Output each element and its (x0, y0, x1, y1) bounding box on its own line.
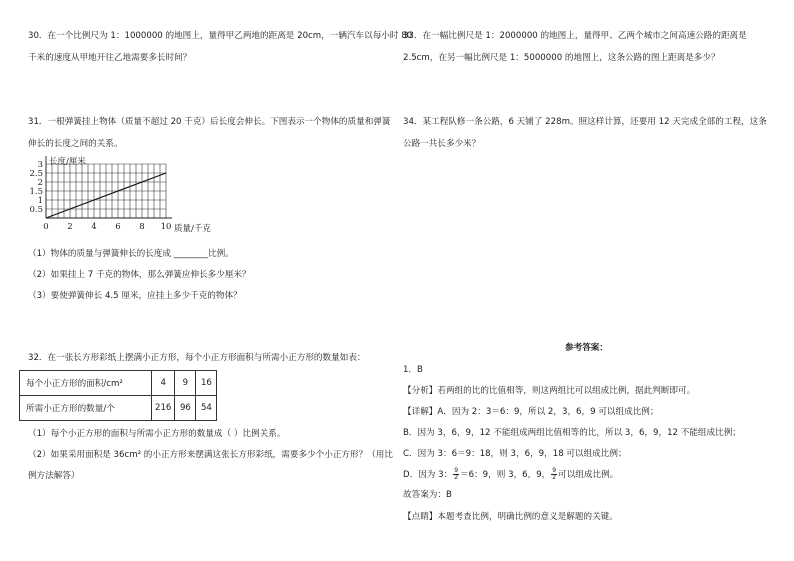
table-cell: 9 (175, 371, 196, 396)
detail-c: C．因为 3：6＝9：18，则 3，6，9，18 可以组成比例； (403, 449, 627, 459)
fraction-numerator: 9 (454, 466, 459, 474)
fraction (453, 468, 459, 481)
final-answer: 故答案为：B (403, 490, 452, 500)
table-cell: 54 (196, 396, 217, 421)
q34-line2: 公路一共长多少米？ (403, 139, 481, 149)
fraction-denominator: 2 (552, 473, 557, 481)
comment-text: 【点睛】本题考查比例，明确比例的意义是解题的关键。 (403, 512, 618, 522)
q31-sub1: （1）物体的质量与弹簧伸长的长度成 ________比例。 (28, 249, 234, 259)
answer-number: 1．B (403, 365, 423, 375)
q34-line1: 34．某工程队修一条公路，6 天铺了 228m。照这样计算，还要用 12 天完成全部的工程，这条 (403, 117, 767, 127)
q33-line2: 2.5cm，在另一幅比例尺是 1：5000000 的地图上，这条公路的图上距离是多少？ (403, 53, 720, 63)
table-cell: 所需小正方形的数量/个 (20, 396, 152, 421)
q32-sub2: （2）如果采用面积是 36cm² 的小正方形来摆满这张长方形彩纸，需要多少个小正方形？（用比 (28, 450, 393, 460)
x-axis-label: 质量/千克 (174, 224, 211, 234)
table-cell: 16 (196, 371, 217, 396)
y-tick-label: 3 (37, 160, 43, 170)
q31-sub3: （3）要使弹簧伸长 4.5 厘米，应挂上多少千克的物体？ (28, 291, 242, 301)
y-tick-label: 2.5 (29, 169, 43, 179)
table-row (20, 396, 217, 421)
table-row (20, 371, 217, 396)
table-cell: 4 (152, 371, 175, 396)
y-tick-label: 2 (37, 178, 43, 188)
x-tick-label: 4 (91, 222, 97, 232)
x-tick-label: 2 (67, 222, 73, 232)
detail-d (403, 464, 618, 484)
detail-d-post: 可以组成比例。 (558, 470, 619, 480)
analysis-text: 【分析】若两组的比的比值相等，则这两组比可以组成比例，据此判断即可。 (403, 386, 696, 396)
spring-chart (22, 152, 212, 240)
q31-line1: 31．一根弹簧挂上物体（质量不超过 20 千克）后长度会伸长。下图表示一个物体的质量和弹簧 (28, 117, 391, 127)
q32-sub2b: 例方法解答） (28, 471, 80, 481)
x-tick-label: 0 (43, 222, 49, 232)
detail-d-mid: ＝6：9，则 3，6，9， (460, 470, 551, 480)
q31-sub2: （2）如果挂上 7 千克的物体，那么弹簧应伸长多少厘米？ (28, 270, 251, 280)
table-cell: 96 (175, 396, 196, 421)
answer-title: 参考答案： (565, 343, 608, 353)
fraction-numerator: 9 (552, 466, 557, 474)
y-tick-label: 1.5 (29, 187, 43, 197)
x-tick-label: 8 (139, 222, 145, 232)
table-cell: 216 (152, 396, 175, 421)
area-count-table (19, 370, 217, 421)
table-cell: 每个小正方形的面积/cm² (20, 371, 152, 396)
q30-line1: 30．在一个比例尺为 1：1000000 的地图上，量得甲乙两地的距离是 20cm，一辆汽车以每小时 80 (28, 31, 413, 41)
detail-a: 【详解】A．因为 2：3＝6：9，所以 2，3，6，9 可以组成比例； (403, 407, 659, 417)
y-axis-label: 长度/厘米 (49, 157, 86, 167)
detail-b: B．因为 3，6，9，12 不能组成两组比值相等的比，所以 3，6，9，12 不能组成比例； (403, 428, 741, 438)
fraction-denominator: 2 (454, 473, 459, 481)
y-tick-label: 0.5 (29, 205, 43, 215)
q30-line2: 千米的速度从甲地开往乙地需要多长时间？ (28, 53, 192, 63)
fraction (551, 468, 557, 481)
q32-line1: 32．在一张长方形彩纸上摆满小正方形，每个小正方形面积与所需小正方形的数量如表： (28, 353, 366, 363)
x-tick-label: 6 (115, 222, 121, 232)
q31-line2: 伸长的长度之间的关系。 (28, 139, 123, 149)
x-tick-label: 10 (160, 222, 172, 232)
y-tick-label: 1 (37, 196, 43, 206)
q33-line1: 33．在一幅比例尺是 1：2000000 的地图上，量得甲、乙两个城市之间高速公路的距离是 (403, 31, 747, 41)
detail-d-pre: D．因为 3： (403, 470, 453, 480)
q32-sub1: （1）每个小正方形的面积与所需小正方形的数量成（ ）比例关系。 (28, 429, 286, 439)
